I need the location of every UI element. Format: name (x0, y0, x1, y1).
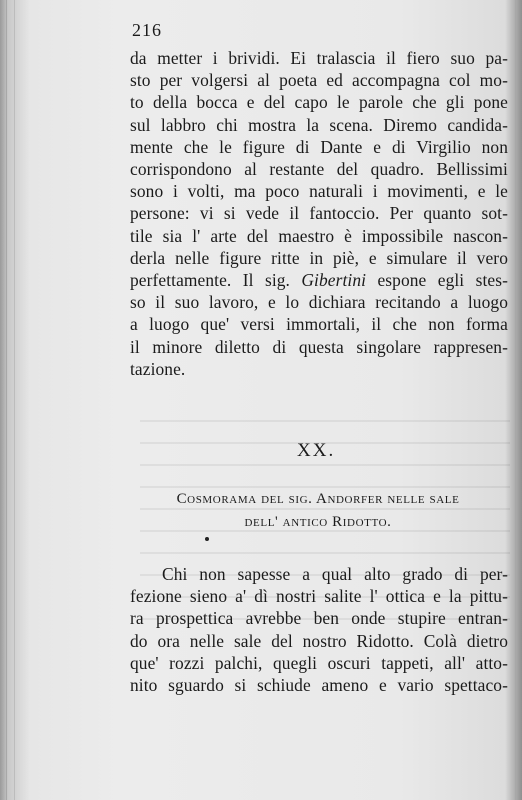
ink-speck (205, 537, 209, 541)
page-edge (515, 0, 516, 800)
text-line: que' rozzi palchi, quegli oscuri tappeti, all' atto- (130, 652, 508, 673)
text-line: corrispondono al restante del quadro. Bellissimi (130, 159, 508, 180)
page-number: 216 (132, 20, 162, 40)
text-line: perfettamente. Il sig. Gibertini espone egli stes- (130, 270, 508, 291)
text-line: a luogo que' versi immortali, il che non forma (130, 314, 508, 335)
text-line: sono i volti, ma poco naturali i movimenti, e le (130, 181, 508, 202)
text-line: to della bocca e del capo le parole che gli pone (130, 92, 508, 113)
italic-name: Gibertini (301, 270, 367, 291)
heading-line: Cosmorama del sig. Andorfer nelle sale (176, 491, 460, 507)
text-line: do ora nelle sale del nostro Ridotto. Colà dietro (130, 630, 508, 651)
text-line: sto per volgersi al poeta ed accompagna col mo- (130, 70, 508, 91)
text-line: Chi non sapesse a qual alto grado di per- (162, 564, 508, 584)
text-line: il minore diletto di questa singolare rappresen- (130, 336, 508, 357)
text-line: fezione sieno a' dì nostri salite l' ottica e la pittu- (130, 586, 508, 607)
section-heading (158, 488, 478, 534)
text-line: tazione. (130, 358, 186, 379)
paragraph (130, 563, 508, 696)
heading-line: dell' antico Ridotto. (244, 514, 392, 530)
text-line: tile sia l' arte del maestro è impossibile nascon- (130, 225, 508, 246)
paragraph (130, 47, 508, 380)
page-edge (6, 0, 7, 800)
text-line: so il suo lavoro, e lo dichiara recitando a luogo (130, 292, 508, 313)
text-line: derla nelle figure ritte in piè, e simulare il vero (130, 247, 508, 268)
text-line: ra prospettica avrebbe ben onde stupire entran- (130, 608, 508, 629)
text-line: nito sguardo si schiude ameno e vario spettaco- (130, 675, 508, 696)
text-line: persone: vi si vede il fantoccio. Per quanto sot- (130, 203, 508, 224)
section-number: XX. (297, 440, 336, 461)
text-line: da metter i brividi. Ei tralascia il fiero suo pa- (130, 48, 508, 68)
text-line: mente che le figure di Dante e di Virgilio non (130, 136, 508, 157)
page-edge (14, 0, 15, 800)
text-line: sul labbro chi mostra la scena. Diremo candida- (130, 114, 508, 135)
